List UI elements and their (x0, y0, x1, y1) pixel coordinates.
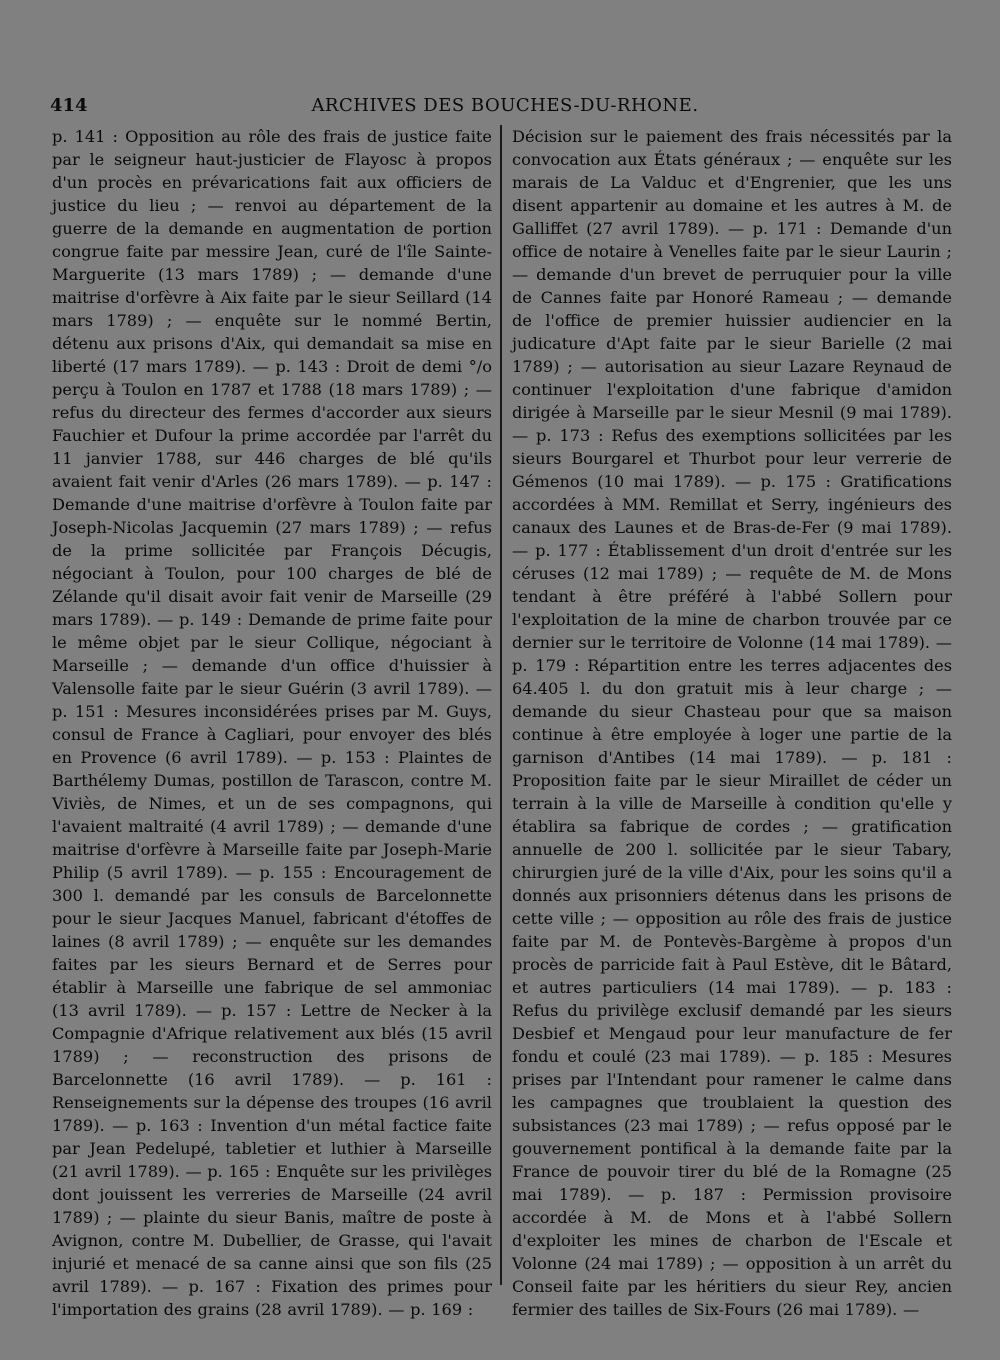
left-column-text: p. 141 : Opposition au rôle des frais de justice faite par le seigneur haut-justicier de Flayosc à propos d'un procès en prévarications fait aux officiers de justice du lieu ; — renvoi au département de la guerre de la demande en augmentation de portion congrue faite par messire Jean, curé de l'île Sainte-Marguerite (13 mars 1789) ; — demande d'une maitrise d'orfèvre à Aix faite par le sieur Seillard (14 mars 1789) ; — enquête sur le nommé Bertin, détenu aux prisons d'Aix, qui demandait sa mise en liberté (17 mars 1789). — p. 143 : Droit de demi °/o perçu à Toulon en 1787 et 1788 (18 mars 1789) ; — refus du directeur des fermes d'accorder aux sieurs Fauchier et Dufour la prime accordée par l'arrêt du 11 janvier 1788, sur 446 charges de blé qu'ils avaient fait venir d'Arles (26 mars 1789). — p. 147 : Demande d'une maitrise d'orfèvre à Toulon faite par Joseph-Nicolas Jacquemin (27 mars 1789) ; — refus de la prime sollicitée par François Décugis, négociant à Toulon, pour 100 charges de blé de Zélande qu'il disait avoir fait venir de Marseille (29 mars 1789). — p. 149 : Demande de prime faite pour le même objet par le sieur Collique, négociant à Marseille ; — demande d'un office d'huissier à Valensolle faite par le sieur Guérin (3 avril 1789). — p. 151 : Mesures inconsidérées prises par M. Guys, consul de France à Cagliari, pour envoyer des blés en Provence (6 avril 1789). — p. 153 : Plaintes de Barthélemy Dumas, postillon de Tarascon, contre M. Viviès, de Nimes, et un de ses compagnons, qui l'avaient maltraité (4 avril 1789) ; — demande d'une maitrise d'orfèvre à Marseille faite par Joseph-Marie Philip (5 avril 1789). — p. 155 : Encouragement de 300 l. demandé par les consuls de Barcelonnette pour le sieur Jacques Manuel, fabricant d'étoffes de laines (8 avril 1789) ; — enquête sur les demandes faites par les sieurs Bernard et de Serres pour établir à Marseille une fabrique de sel ammoniac (13 avril 1789). — p. 157 : Lettre de Necker à la Compagnie d'Afrique relativement aux blés (15 avril 1789) ; — reconstruction des prisons de Barcelonnette (16 avril 1789). — p. 161 : Renseignements sur la dépense des troupes (16 avril 1789). — p. 163 : Invention d'un métal factice faite par Jean Pedelupé, tabletier et luthier à Marseille (21 avril 1789). — p. 165 : Enquête sur les privilèges dont jouissent les verreries de Marseille (24 avril 1789) ; — plainte du sieur Banis, maître de poste à Avignon, contre M. Dubellier, de Grasse, qui l'avait injurié et menacé de sa canne ainsi que son fils (25 avril 1789). — p. 167 : Fixation des primes pour l'importation des grains (28 avril 1789). — p. 169 : (52, 127, 492, 1319)
column-divider (500, 125, 502, 1285)
right-column (512, 125, 952, 1319)
running-title: ARCHIVES DES BOUCHES-DU-RHONE. (311, 95, 699, 116)
right-column-text: Décision sur le paiement des frais nécessités par la convocation aux États généraux ; — enquête sur les marais de La Valduc et d'Engrenier, que les uns disent appartenir au domaine et les autres à M. de Galliffet (27 avril 1789). — p. 171 : Demande d'un office de notaire à Venelles faite par le sieur Laurin ; — demande d'un brevet de perruquier pour la ville de Cannes faite par Honoré Rameau ; — demande de l'office de premier huissier audiencier en la judicature d'Apt faite par le sieur Barielle (2 mai 1789) ; — autorisation au sieur Lazare Reynaud de continuer l'exploitation d'une fabrique d'amidon dirigée à Marseille par le sieur Mesnil (9 mai 1789). — p. 173 : Refus des exemptions sollicitées par les sieurs Bourgarel et Thurbot pour leur verrerie de Gémenos (10 mai 1789). — p. 175 : Gratifications accordées à MM. Remillat et Serry, ingénieurs des canaux des Launes et de Bras-de-Fer (9 mai 1789). — p. 177 : Établissement d'un droit d'entrée sur les céruses (12 mai 1789) ; — requête de M. de Mons tendant à être préféré à l'abbé Sollern pour l'exploitation de la mine de charbon trouvée par ce dernier sur le territoire de Volonne (14 mai 1789). — p. 179 : Répartition entre les terres adjacentes des 64.405 l. du don gratuit mis à leur charge ; — demande du sieur Chasteau pour que sa maison continue à être employée à loger une partie de la garnison d'Antibes (14 mai 1789). — p. 181 : Proposition faite par le sieur Miraillet de céder un terrain à la ville de Marseille à condition qu'elle y établira sa fabrique de cordes ; — gratification annuelle de 200 l. sollicitée par le sieur Tabary, chirurgien juré de la ville d'Aix, pour les soins qu'il a donnés aux prisonniers détenus dans les prisons de cette ville ; — opposition au rôle des frais de justice faite par M. de Pontevès-Bargème à propos d'un procès de parricide fait à Paul Estève, dit le Bâtard, et autres particuliers (14 mai 1789). — p. 183 : Refus du privilège exclusif demandé par les sieurs Desbief et Mengaud pour leur manufacture de fer fondu et coulé (23 mai 1789). — p. 185 : Mesures prises par l'Intendant pour ramener le calme dans les campagnes que troublaient la question des subsistances (23 mai 1789) ; — refus opposé par le gouvernement pontifical à la demande faite par la France de pouvoir tirer du blé de la Romagne (25 mai 1789). — p. 187 : Permission provisoire accordée à M. de Mons et à l'abbé Sollern d'exploiter les mines de charbon de l'Escale et Volonne (24 mai 1789) ; — opposition à un arrêt du Conseil faite par les héritiers du sieur Rey, ancien fermier des tailles de Six-Fours (26 mai 1789). — (512, 127, 952, 1319)
page-header (50, 95, 960, 125)
left-column (52, 125, 492, 1319)
page-number: 414 (50, 95, 88, 116)
